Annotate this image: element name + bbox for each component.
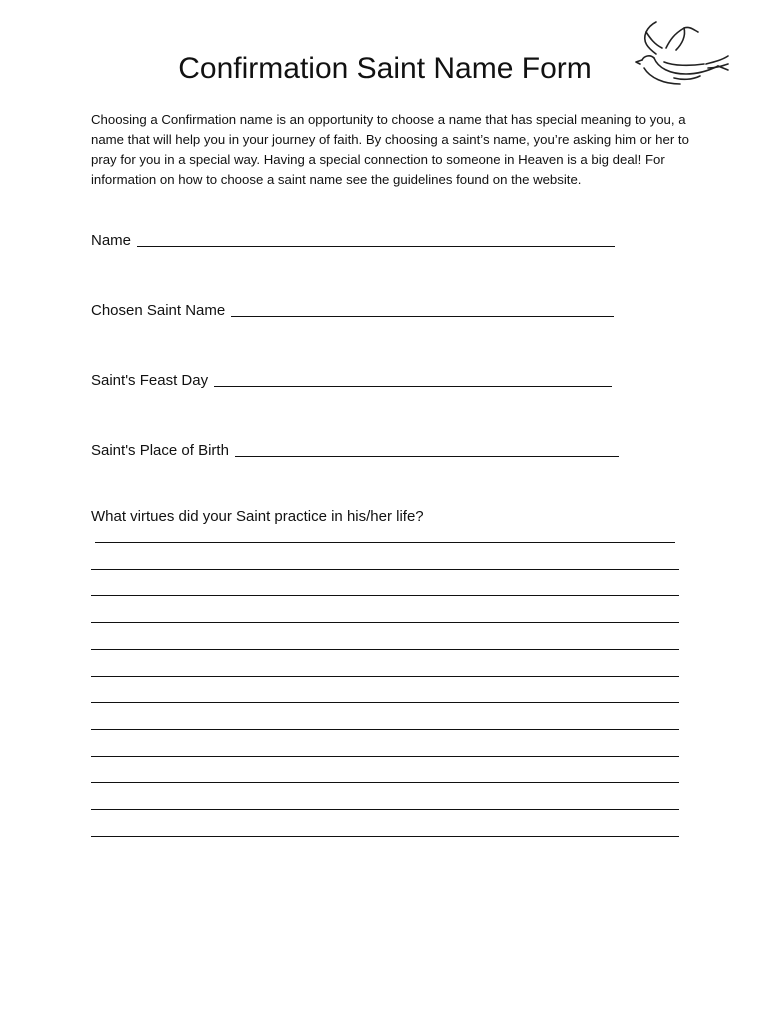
answer-line[interactable] — [91, 595, 679, 596]
feast-day-label: Saint's Feast Day — [91, 372, 209, 389]
feast-day-field[interactable] — [91, 368, 612, 390]
answer-line[interactable] — [91, 756, 679, 757]
chosen-saint-name-input-line[interactable] — [231, 298, 614, 317]
answer-line[interactable] — [91, 702, 679, 703]
chosen-saint-name-label: Chosen Saint Name — [91, 302, 226, 319]
answer-line[interactable] — [91, 622, 679, 623]
answer-line[interactable] — [91, 836, 679, 837]
name-input-line[interactable] — [137, 228, 615, 247]
chosen-saint-name-field[interactable] — [91, 298, 614, 320]
answer-line[interactable] — [91, 809, 679, 810]
feast-day-input-line[interactable] — [214, 368, 612, 387]
intro-paragraph: Choosing a Confirmation name is an opportunity to choose a name that has special meaning to you, a name that will help you in your journey of faith. By choosing a saint’s name, you’re asking him or her to pray for you in a special way. Having a special connection to someone in Heaven is a big deal! For information on how to choose a saint name see the guidelines found on the website. — [91, 112, 689, 187]
virtues-question: What virtues did your Saint practice in his/her life? — [91, 508, 424, 525]
answer-line[interactable] — [95, 542, 675, 543]
answer-line[interactable] — [91, 729, 679, 730]
name-field[interactable] — [91, 228, 615, 250]
page-title: Confirmation Saint Name Form — [178, 52, 592, 85]
answer-line[interactable] — [91, 676, 679, 677]
dove-icon — [634, 18, 730, 92]
place-of-birth-input-line[interactable] — [235, 438, 619, 457]
place-of-birth-label: Saint's Place of Birth — [91, 442, 229, 459]
place-of-birth-field[interactable] — [91, 438, 619, 460]
answer-line[interactable] — [91, 782, 679, 783]
answer-line[interactable] — [91, 649, 679, 650]
answer-line[interactable] — [91, 569, 679, 570]
name-label: Name — [91, 232, 132, 249]
